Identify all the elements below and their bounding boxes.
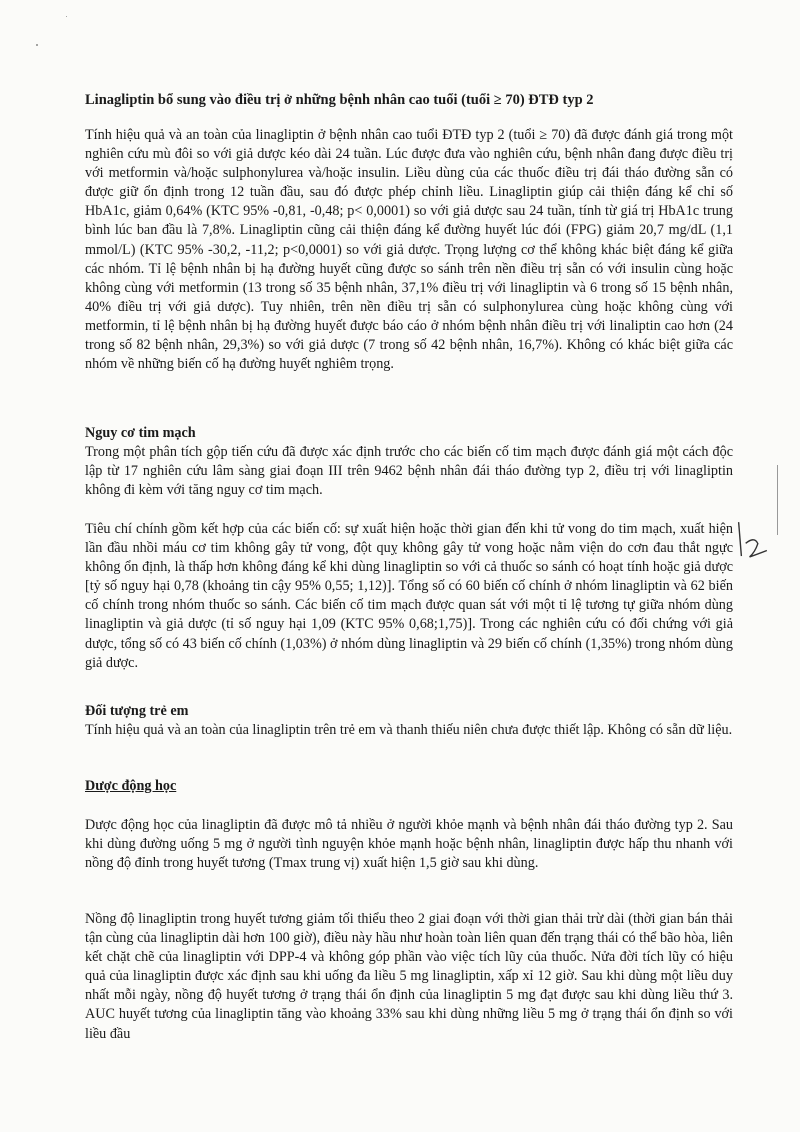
intro-section [85,126,733,374]
margin-mark [777,465,778,535]
intro-paragraph: Tính hiệu quả và an toàn của linagliptin ở bệnh nhân cao tuổi ĐTĐ typ 2 (tuổi ≥ 70) đã được đánh giá trong một nghiên cứu mù đôi so với giả dược kéo dài 24 tuần. Lúc được đưa vào nghiên cứu, bệnh nhân đang được điều trị với metformin và/hoặc sulphonylurea và/hoặc insulin. Liều dùng của các thuốc điều trị đái tháo đường sẵn có được giữ ổn định trong 12 tuần đầu, sau đó được phép chỉnh liều. Linagliptin giúp cải thiện đáng kể chỉ số HbA1c, giảm 0,64% (KTC 95% -0,81, -0,48; p< 0,0001) so với giả dược sau 24 tuần, tính từ giá trị HbA1c trung bình lúc ban đầu là 7,8%. Linagliptin cũng cải thiện đáng kể đường huyết lúc đói (FPG) giảm 20,7 mg/dL (1,1 mmol/L) (KTC 95% -30,2, -11,2; p<0,0001) so với giả dược. Trọng lượng cơ thể không khác biệt đáng kể giữa các nhóm. Tỉ lệ bệnh nhân bị hạ đường huyết cũng được so sánh trên nền điều trị sẵn có với insulin cùng hoặc không cùng với metformin (13 trong số 35 bệnh nhân, 37,1% điều trị với linagliptin và 6 trong số 15 bệnh nhân, 40% điều trị với giả dược). Tuy nhiên, trên nền điều trị sẵn có sulphonylurea cùng hoặc không cùng với metformin, tỉ lệ bệnh nhân bị hạ đường huyết được báo cáo ở nhóm bệnh nhân điều trị với linaliptin cao hơn (24 trong số 82 bệnh nhân, 29,3%) so với giả dược (7 trong số 42 bệnh nhân, 16,7%). Không có khác biệt giữa các nhóm về những biến cố hạ đường huyết nghiêm trọng. [85,127,733,373]
handwritten-mark [732,515,777,560]
handwritten-mark-icon [732,515,778,564]
pediatric-paragraph: Tính hiệu quả và an toàn của linagliptin trên trẻ em và thanh thiếu niên chưa được thiết lập. Không có sẵn dữ liệu. [85,722,733,739]
cardiovascular-paragraph-2: Tiêu chí chính gồm kết hợp của các biến cố: sự xuất hiện hoặc thời gian đến khi tử vong do tim mạch, xuất hiện lần đầu nhồi máu cơ tim không gây tử vong, đột quỵ không gây tử vong hoặc nằm viện do cơn đau thắt ngực không ổn định, là thấp hơn không đáng kể khi dùng linagliptin so với cả thuốc so sánh có hoạt tính hoặc giả dược [tỷ số nguy hại 0,78 (khoảng tin cậy 95% 0,55; 1,12)]. Tổng số có 60 biến cố chính ở nhóm linagliptin và 62 biến cố chính trong nhóm thuốc so sánh. Các biến cố tim mạch được quan sát với một tỉ lệ tương tự giữa nhóm dùng linagliptin và giả dược (tỉ số nguy hại 1,09 (KTC 95% 0,68;1,75)]. Trong các nghiên cứu có đối chứng với giả dược, tổng số có 43 biến cố chính (1,03%) ở nhóm dùng linagliptin và 29 biến cố chính (1,35%) trong nhóm dùng giả dược. [85,521,733,671]
pk-paragraph-2-block [85,910,733,1044]
scan-speck [66,16,67,17]
pharmacokinetics-paragraph-1: Dược động học của linagliptin đã được mô tả nhiều ở người khỏe mạnh và bệnh nhân đái tháo đường typ 2. Sau khi dùng đường uống 5 mg ở người tình nguyện khỏe mạnh hoặc bệnh nhân, linagliptin được hấp thu nhanh với nồng độ đỉnh trong huyết tương (Tmax trung vị) xuất hiện 1,5 giờ sau khi dùng. [85,817,733,872]
pharmacokinetics-section [85,777,733,796]
pediatric-heading: Đối tượng trẻ em [85,703,189,719]
cardiovascular-section [85,424,733,500]
scan-speck [36,44,38,46]
section-title: Linagliptin bổ sung vào điều trị ở những bệnh nhân cao tuổi (tuổi ≥ 70) ĐTĐ typ 2 [85,92,594,108]
pk-paragraph-1-block [85,816,733,873]
pediatric-section [85,702,733,740]
cardiovascular-heading: Nguy cơ tim mạch [85,425,196,441]
endpoint-section [85,520,733,673]
pharmacokinetics-heading: Dược động học [85,778,177,794]
pharmacokinetics-paragraph-2: Nồng độ linagliptin trong huyết tương giảm tối thiểu theo 2 giai đoạn với thời gian thải trừ dài (thời gian bán thải tận cùng của linagliptin dài hơn 100 giờ), điều này hầu như hoàn toàn liên quan đến trạng thái có thể bão hòa, liên kết chặt chẽ của linagliptin với DPP-4 và không góp phần vào việc tích lũy của thuốc. Nửa đời tích lũy có hiệu quả của linagliptin được xác định sau khi uống đa liều 5 mg linagliptin, xấp xỉ 12 giờ. Sau khi dùng một liều duy nhất mỗi ngày, nồng độ huyết tương ở trạng thái ổn định của linagliptin 5 mg đạt được sau khi dùng liều thứ 3. AUC huyết tương của linagliptin tăng vào khoảng 33% sau khi dùng những liều 5 mg ở trạng thái ổn định so với liều đầu [85,911,733,1042]
cardiovascular-paragraph-1: Trong một phân tích gộp tiến cứu đã được xác định trước cho các biến cố tim mạch được đánh giá một cách độc lập từ 17 nghiên cứu lâm sàng giai đoạn III trên 9462 bệnh nhân đái tháo đường typ 2, điều trị với linagliptin không đi kèm với tăng nguy cơ tim mạch. [85,444,733,499]
